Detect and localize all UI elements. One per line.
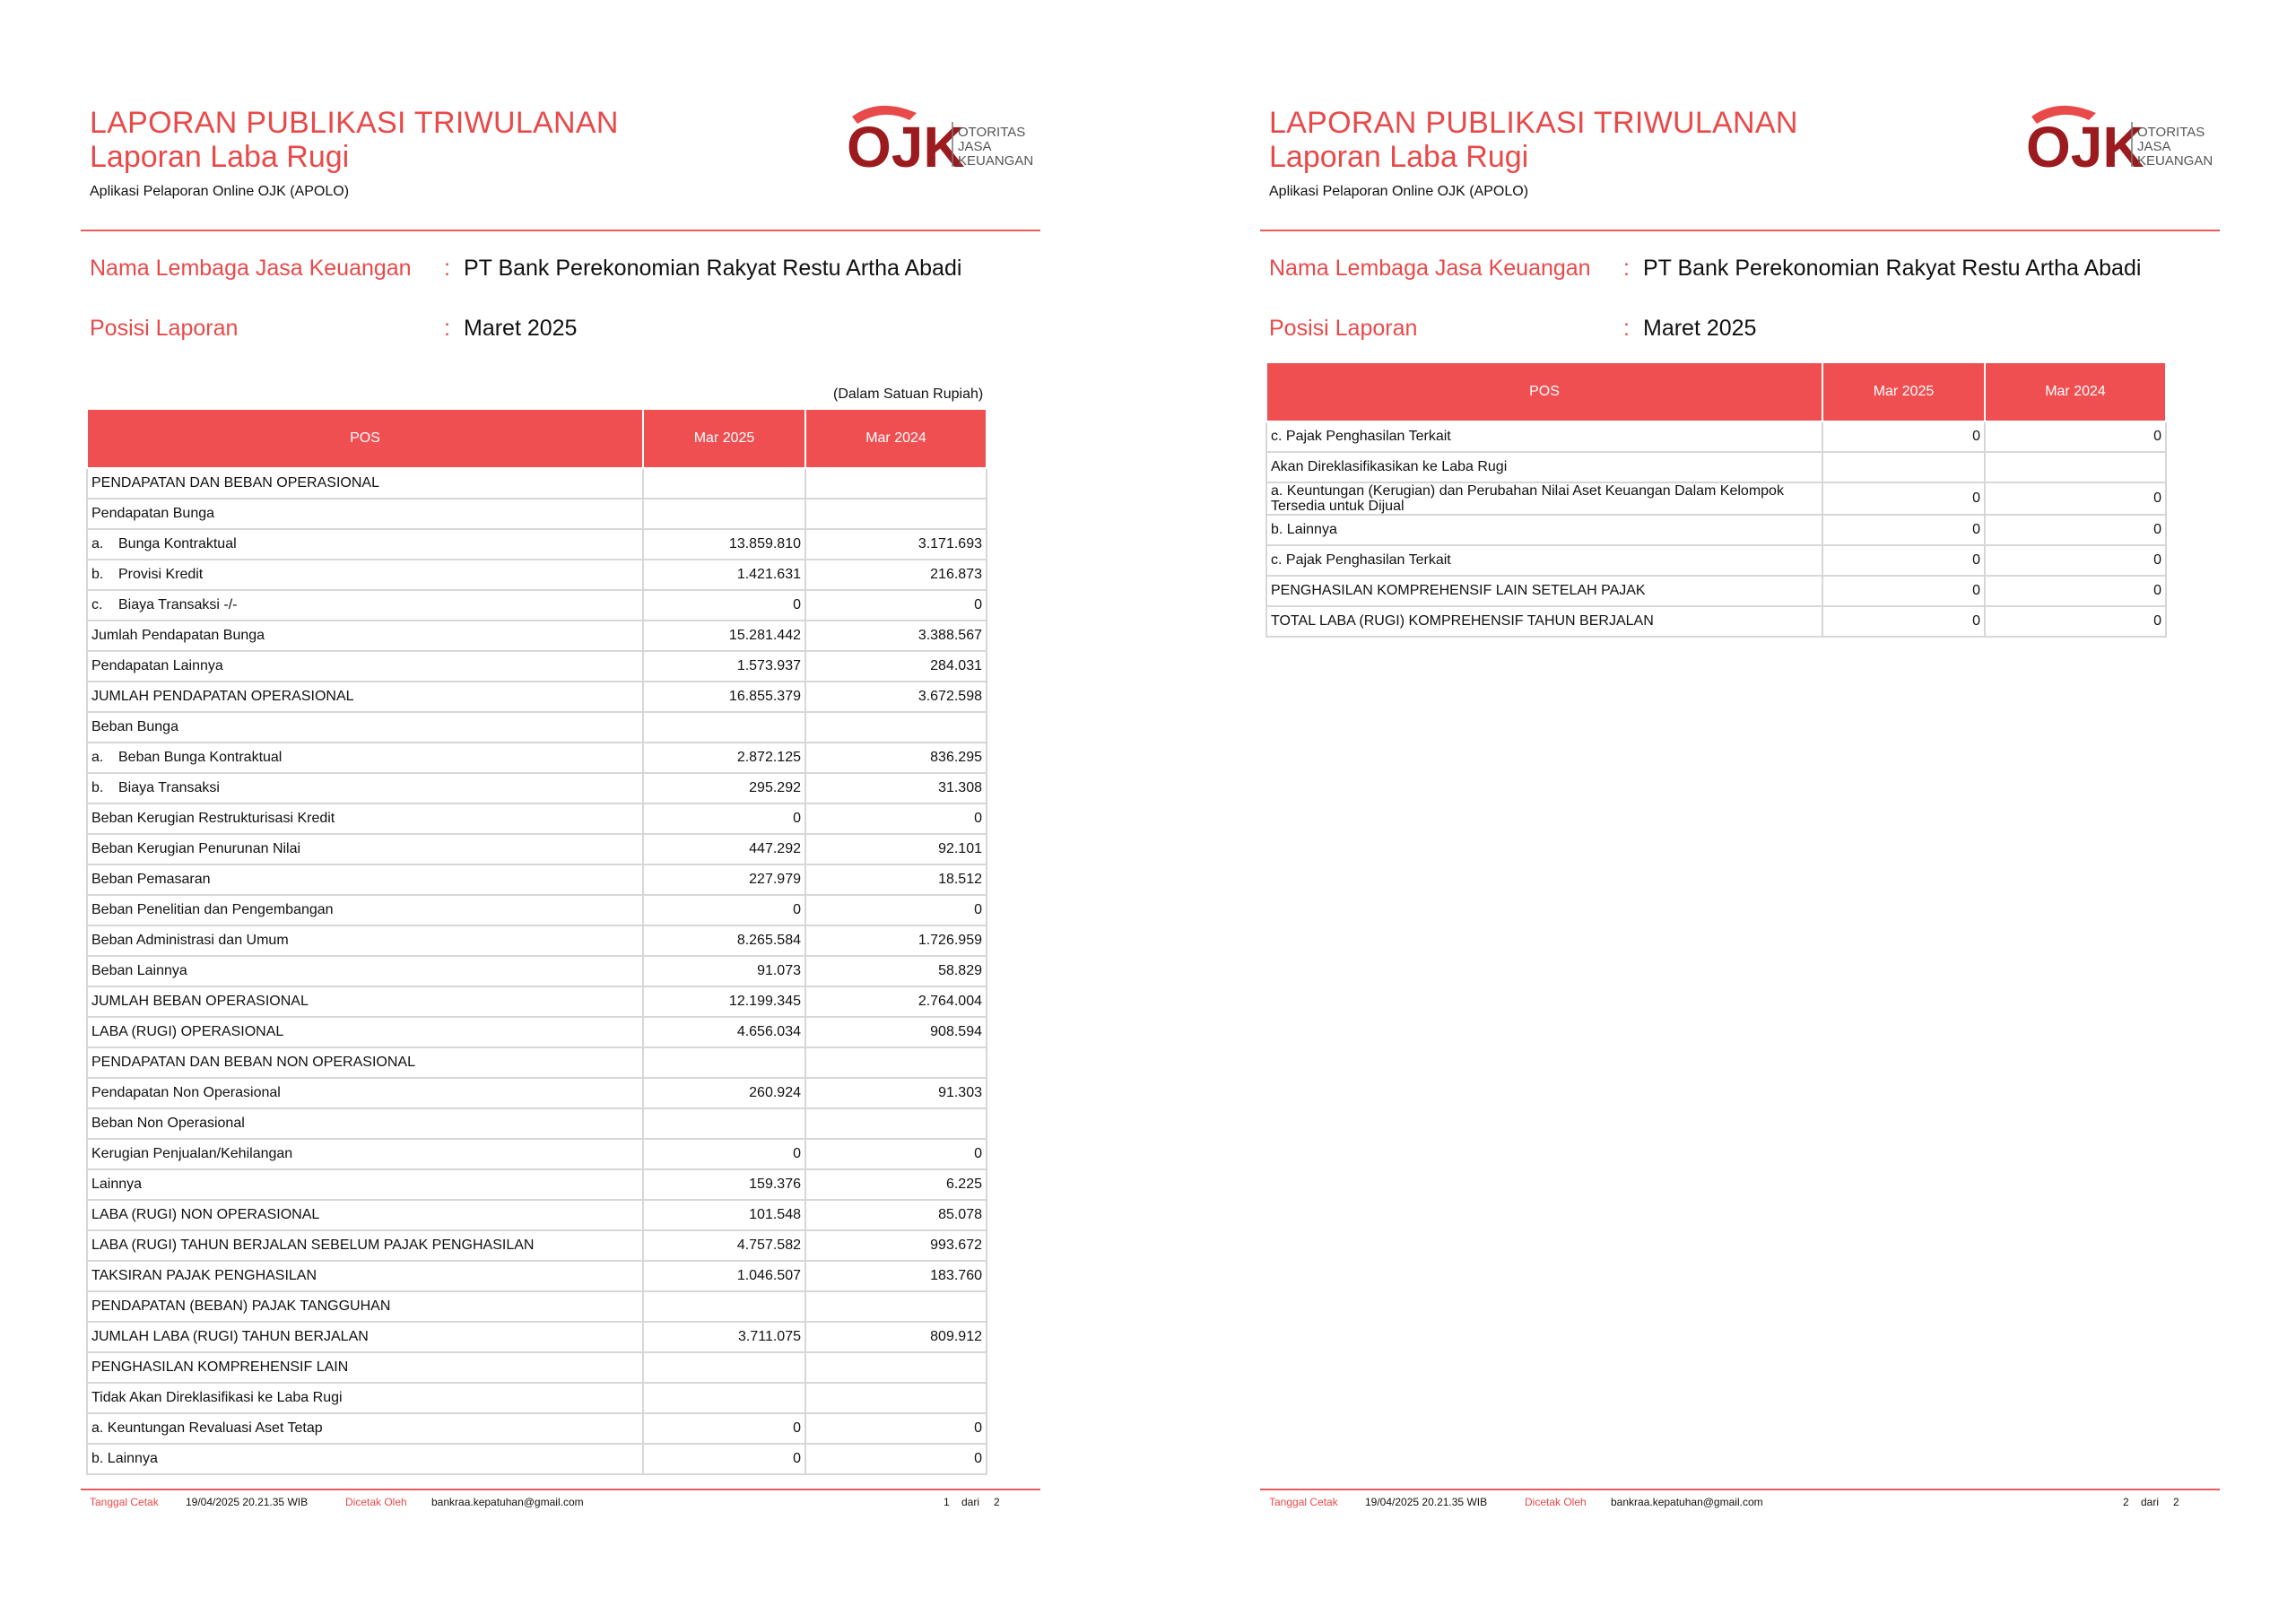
table-row (1266, 421, 2166, 452)
row-label-cell (87, 1322, 643, 1352)
table-row (87, 560, 987, 590)
table-row (87, 1169, 987, 1200)
logo-mark: OJK (847, 115, 965, 173)
table-row (87, 621, 987, 651)
col-header-previous: Mar 2024 (1985, 362, 2166, 421)
row-label: b. Lainnya (1271, 522, 1337, 537)
row-label-cell (87, 1108, 643, 1139)
value-current: 0 (1822, 606, 1985, 637)
row-label: LABA (RUGI) NON OPERASIONAL (91, 1207, 320, 1222)
income-statement-table (86, 408, 987, 1475)
row-label-cell (87, 1169, 643, 1200)
table-row (87, 1139, 987, 1169)
value-previous: 0 (1985, 576, 2166, 606)
row-label-cell (87, 1139, 643, 1169)
value-previous: 0 (1985, 515, 2166, 545)
table-row (87, 1444, 987, 1474)
footer-divider (1260, 1489, 2220, 1490)
value-previous: 0 (1985, 482, 2166, 515)
row-label-cell (87, 1413, 643, 1444)
report-page-1 (81, 0, 1067, 1624)
table-row (87, 529, 987, 560)
value-previous: 2.764.004 (805, 986, 987, 1017)
value-previous: 0 (1985, 545, 2166, 576)
report-title: LAPORAN PUBLIKASI TRIWULANAN (1269, 106, 1798, 140)
row-label-cell (87, 956, 643, 986)
row-label: TAKSIRAN PAJAK PENGHASILAN (91, 1268, 317, 1283)
table-row (87, 1383, 987, 1413)
value-current (643, 468, 805, 499)
table-row (87, 1322, 987, 1352)
value-previous (805, 1291, 987, 1322)
table-row (1266, 515, 2166, 545)
value-current (643, 1108, 805, 1139)
value-previous (1985, 452, 2166, 482)
row-label-cell (1266, 606, 1822, 637)
table-row (87, 651, 987, 682)
value-current: 2.872.125 (643, 743, 805, 773)
row-label-cell (87, 834, 643, 864)
row-label: Beban Kerugian Penurunan Nilai (91, 841, 301, 856)
value-previous: 58.829 (805, 956, 987, 986)
table-row (1266, 452, 2166, 482)
page-total: 2 (994, 1496, 1000, 1508)
value-previous: 0 (1985, 606, 2166, 637)
value-previous (805, 1352, 987, 1383)
row-label-cell (87, 1200, 643, 1230)
table-row (87, 1047, 987, 1078)
row-label: PENDAPATAN (BEBAN) PAJAK TANGGUHAN (91, 1298, 391, 1314)
value-previous: 0 (1985, 421, 2166, 452)
logo-mark: OJK (2026, 115, 2144, 173)
row-label: Pendapatan Lainnya (91, 658, 223, 673)
table-row (87, 1200, 987, 1230)
value-previous: 0 (805, 803, 987, 834)
report-title: LAPORAN PUBLIKASI TRIWULANAN (90, 106, 619, 140)
row-label: JUMLAH PENDAPATAN OPERASIONAL (91, 689, 354, 704)
value-previous: 0 (805, 895, 987, 925)
value-previous: 0 (805, 1139, 987, 1169)
row-letter: b. (91, 567, 104, 582)
value-previous (805, 1047, 987, 1078)
print-date-label: Tanggal Cetak (90, 1496, 159, 1508)
col-header-current: Mar 2025 (1822, 362, 1985, 421)
col-header-pos: POS (87, 409, 643, 468)
footer-divider (81, 1489, 1040, 1490)
value-previous: 908.594 (805, 1017, 987, 1047)
row-label: Beban Pemasaran (91, 872, 211, 887)
row-label: Kerugian Penjualan/Kehilangan (91, 1146, 293, 1161)
page-of-word: dari (2141, 1496, 2160, 1508)
row-label-cell (87, 1261, 643, 1291)
table-row (87, 499, 987, 529)
value-current (1822, 452, 1985, 482)
value-current (643, 1383, 805, 1413)
row-label-cell (87, 1383, 643, 1413)
row-letter: a. (91, 536, 104, 551)
row-label-cell (87, 468, 643, 499)
row-label: Beban Non Operasional (91, 1116, 245, 1131)
row-label: a. Keuntungan Revaluasi Aset Tetap (91, 1420, 323, 1436)
value-current: 101.548 (643, 1200, 805, 1230)
value-previous: 1.726.959 (805, 925, 987, 956)
institution-label: Nama Lembaga Jasa Keuangan (90, 256, 412, 281)
value-current: 1.421.631 (643, 560, 805, 590)
value-current: 4.656.034 (643, 1017, 805, 1047)
row-label: Jumlah Pendapatan Bunga (91, 628, 265, 643)
table-row (87, 1352, 987, 1383)
value-previous: 92.101 (805, 834, 987, 864)
value-previous: 216.873 (805, 560, 987, 590)
row-label: c. Pajak Penghasilan Terkait (1271, 429, 1451, 444)
header-divider (81, 230, 1040, 231)
institution-colon: : (1623, 256, 1630, 281)
position-colon: : (1623, 316, 1630, 341)
row-label: JUMLAH LABA (RUGI) TAHUN BERJALAN (91, 1329, 369, 1344)
value-current (643, 1291, 805, 1322)
row-letter: a. (91, 750, 104, 765)
value-current: 260.924 (643, 1078, 805, 1108)
report-page-2 (1260, 0, 2247, 1624)
value-previous: 91.303 (805, 1078, 987, 1108)
value-current: 15.281.442 (643, 621, 805, 651)
row-label: Biaya Transaksi -/- (118, 597, 238, 612)
table-row (87, 834, 987, 864)
table-row (87, 743, 987, 773)
income-statement-table-continued (1265, 361, 2167, 638)
row-label: Provisi Kredit (118, 567, 204, 582)
value-current: 1.573.937 (643, 651, 805, 682)
position-value: Maret 2025 (464, 316, 578, 341)
row-label-cell (1266, 515, 1822, 545)
svg-text:JASA: JASA (2137, 139, 2171, 154)
table-row (87, 864, 987, 895)
row-label: LABA (RUGI) OPERASIONAL (91, 1024, 284, 1039)
row-label: PENGHASILAN KOMPREHENSIF LAIN SETELAH PAJAK (1271, 583, 1646, 598)
value-previous: 0 (805, 590, 987, 621)
value-current: 0 (643, 1444, 805, 1474)
row-label-cell (87, 1444, 643, 1474)
value-previous (805, 499, 987, 529)
value-current: 3.711.075 (643, 1322, 805, 1352)
table-row (87, 712, 987, 743)
table-row (1266, 606, 2166, 637)
page-total: 2 (2173, 1496, 2179, 1508)
value-previous: 6.225 (805, 1169, 987, 1200)
unit-note: (Dalam Satuan Rupiah) (833, 386, 984, 402)
value-current: 1.046.507 (643, 1261, 805, 1291)
ojk-logo (2022, 97, 2229, 173)
svg-text:KEUANGAN: KEUANGAN (2137, 153, 2213, 169)
row-label-cell (87, 590, 643, 621)
value-current: 0 (1822, 576, 1985, 606)
row-label-cell (1266, 482, 1822, 515)
table-row (87, 1230, 987, 1261)
table-row (1266, 576, 2166, 606)
row-label-cell (87, 803, 643, 834)
row-label-cell (1266, 421, 1822, 452)
value-previous: 993.672 (805, 1230, 987, 1261)
value-previous (805, 1108, 987, 1139)
print-date-value: 19/04/2025 20.21.35 WIB (1365, 1496, 1488, 1508)
row-label-cell (87, 743, 643, 773)
table-row (87, 956, 987, 986)
table-row (87, 895, 987, 925)
row-label-cell (87, 529, 643, 560)
value-current: 16.855.379 (643, 682, 805, 712)
table-row (1266, 482, 2166, 515)
row-label: Pendapatan Non Operasional (91, 1085, 281, 1100)
institution-value: PT Bank Perekonomian Rakyat Restu Artha Abadi (1643, 256, 2142, 281)
row-label-cell (87, 1017, 643, 1047)
row-label-cell (87, 499, 643, 529)
value-current: 91.073 (643, 956, 805, 986)
table-row (1266, 545, 2166, 576)
row-label-cell (87, 986, 643, 1017)
table-row (87, 590, 987, 621)
row-label: c. Pajak Penghasilan Terkait (1271, 552, 1451, 568)
value-previous: 18.512 (805, 864, 987, 895)
svg-text:KEUANGAN: KEUANGAN (958, 153, 1034, 169)
printed-by-value: bankraa.kepatuhan@gmail.com (1611, 1496, 1763, 1508)
value-previous: 0 (805, 1413, 987, 1444)
printed-by-label: Dicetak Oleh (345, 1496, 407, 1508)
row-label: Beban Penelitian dan Pengembangan (91, 902, 334, 917)
row-label: PENGHASILAN KOMPREHENSIF LAIN (91, 1359, 349, 1375)
value-previous: 0 (805, 1444, 987, 1474)
row-label: Akan Direklasifikasikan ke Laba Rugi (1271, 459, 1508, 474)
position-value: Maret 2025 (1643, 316, 1757, 341)
row-label-cell (1266, 545, 1822, 576)
value-current: 4.757.582 (643, 1230, 805, 1261)
report-subtitle: Laporan Laba Rugi (1269, 140, 1529, 174)
page-number: 2 (2123, 1496, 2129, 1508)
row-label-cell (1266, 452, 1822, 482)
row-label: LABA (RUGI) TAHUN BERJALAN SEBELUM PAJAK PENGHASILAN (91, 1238, 535, 1253)
value-previous (805, 712, 987, 743)
value-current: 12.199.345 (643, 986, 805, 1017)
value-current: 8.265.584 (643, 925, 805, 956)
value-current: 0 (643, 1413, 805, 1444)
value-current: 0 (1822, 482, 1985, 515)
row-label-cell (87, 682, 643, 712)
row-label: Beban Administrasi dan Umum (91, 933, 289, 948)
row-label: Bunga Kontraktual (118, 536, 237, 551)
col-header-pos: POS (1266, 362, 1822, 421)
row-label: a. Keuntungan (Kerugian) dan Perubahan Nilai Aset Keuangan Dalam Kelompok Tersedia untuk Dijual (1271, 483, 1784, 514)
row-label: PENDAPATAN DAN BEBAN NON OPERASIONAL (91, 1055, 415, 1070)
value-current: 227.979 (643, 864, 805, 895)
value-current: 13.859.810 (643, 529, 805, 560)
row-label-cell (87, 1230, 643, 1261)
table-row (87, 1017, 987, 1047)
table-row (87, 986, 987, 1017)
row-label: Beban Bunga Kontraktual (118, 750, 283, 765)
value-current: 295.292 (643, 773, 805, 803)
table-row (87, 1413, 987, 1444)
row-letter: b. (91, 780, 104, 795)
row-label-cell (1266, 576, 1822, 606)
row-label-cell (87, 895, 643, 925)
svg-text:OTORITAS: OTORITAS (2137, 125, 2205, 140)
position-label: Posisi Laporan (1269, 316, 1418, 341)
institution-colon: : (444, 256, 450, 281)
value-previous: 3.672.598 (805, 682, 987, 712)
header-divider (1260, 230, 2220, 231)
table-row (87, 1261, 987, 1291)
row-label: Biaya Transaksi (118, 780, 220, 795)
value-previous: 836.295 (805, 743, 987, 773)
value-current: 0 (643, 895, 805, 925)
row-label: Pendapatan Bunga (91, 506, 215, 521)
value-current: 0 (643, 1139, 805, 1169)
row-label-cell (87, 621, 643, 651)
value-current: 0 (1822, 515, 1985, 545)
row-label: PENDAPATAN DAN BEBAN OPERASIONAL (91, 475, 379, 491)
value-current (643, 712, 805, 743)
position-label: Posisi Laporan (90, 316, 239, 341)
value-previous (805, 468, 987, 499)
row-label: Tidak Akan Direklasifikasi ke Laba Rugi (91, 1390, 343, 1405)
row-label: JUMLAH BEBAN OPERASIONAL (91, 994, 309, 1009)
app-name: Aplikasi Pelaporan Online OJK (APOLO) (90, 184, 350, 199)
value-current: 447.292 (643, 834, 805, 864)
value-current: 0 (643, 803, 805, 834)
table-row (87, 1078, 987, 1108)
row-label-cell (87, 712, 643, 743)
table-row (87, 773, 987, 803)
row-label-cell (87, 1078, 643, 1108)
page-number: 1 (944, 1496, 950, 1508)
svg-text:OTORITAS: OTORITAS (958, 125, 1026, 140)
table-row (87, 803, 987, 834)
value-previous: 809.912 (805, 1322, 987, 1352)
institution-label: Nama Lembaga Jasa Keuangan (1269, 256, 1591, 281)
value-current (643, 1047, 805, 1078)
svg-text:JASA: JASA (958, 139, 992, 154)
value-current: 0 (1822, 545, 1985, 576)
table-row (87, 1108, 987, 1139)
row-label-cell (87, 773, 643, 803)
app-name: Aplikasi Pelaporan Online OJK (APOLO) (1269, 184, 1529, 199)
row-label-cell (87, 651, 643, 682)
print-date-value: 19/04/2025 20.21.35 WIB (186, 1496, 309, 1508)
value-current (643, 1352, 805, 1383)
printed-by-value: bankraa.kepatuhan@gmail.com (431, 1496, 584, 1508)
row-label: b. Lainnya (91, 1451, 158, 1466)
row-label: Lainnya (91, 1177, 143, 1192)
table-row (87, 1291, 987, 1322)
table-row (87, 682, 987, 712)
printed-by-label: Dicetak Oleh (1525, 1496, 1587, 1508)
row-label-cell (87, 925, 643, 956)
value-current (643, 499, 805, 529)
col-header-previous: Mar 2024 (805, 409, 987, 468)
print-date-label: Tanggal Cetak (1269, 1496, 1338, 1508)
value-previous (805, 1383, 987, 1413)
report-subtitle: Laporan Laba Rugi (90, 140, 350, 174)
value-previous: 3.171.693 (805, 529, 987, 560)
value-previous: 183.760 (805, 1261, 987, 1291)
position-colon: : (444, 316, 450, 341)
row-label-cell (87, 560, 643, 590)
value-current: 0 (643, 590, 805, 621)
row-label-cell (87, 1047, 643, 1078)
value-current: 159.376 (643, 1169, 805, 1200)
col-header-current: Mar 2025 (643, 409, 805, 468)
value-previous: 85.078 (805, 1200, 987, 1230)
table-row (87, 468, 987, 499)
row-label: Beban Bunga (91, 719, 178, 734)
institution-value: PT Bank Perekonomian Rakyat Restu Artha Abadi (464, 256, 962, 281)
value-previous: 3.388.567 (805, 621, 987, 651)
row-label: Beban Kerugian Restrukturisasi Kredit (91, 811, 335, 826)
row-label-cell (87, 1291, 643, 1322)
value-previous: 284.031 (805, 651, 987, 682)
row-label: Beban Lainnya (91, 963, 187, 978)
row-label-cell (87, 864, 643, 895)
value-current: 0 (1822, 421, 1985, 452)
row-label: TOTAL LABA (RUGI) KOMPREHENSIF TAHUN BERJALAN (1271, 613, 1654, 629)
value-previous: 31.308 (805, 773, 987, 803)
ojk-logo (843, 97, 1049, 173)
row-letter: c. (91, 597, 103, 612)
table-row (87, 925, 987, 956)
page-of-word: dari (961, 1496, 980, 1508)
row-label-cell (87, 1352, 643, 1383)
